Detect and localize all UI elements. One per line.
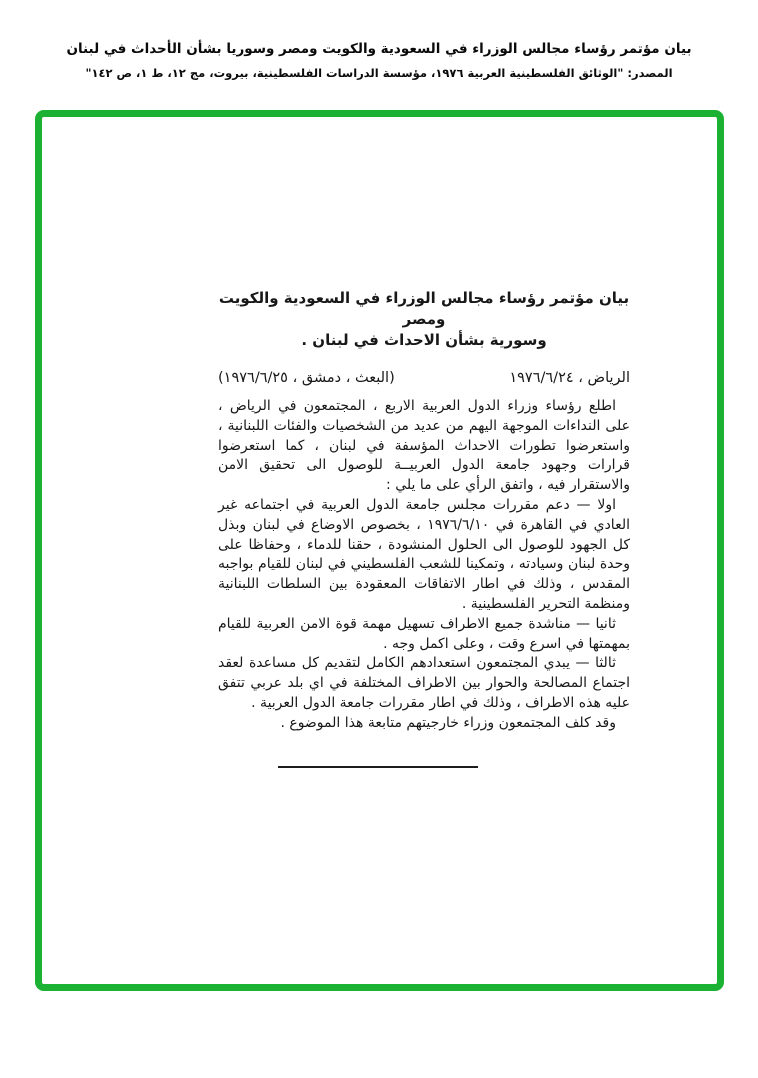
dateline-place-date: الرياض ، ١٩٧٦/٦/٢٤ (509, 370, 630, 386)
document-frame (35, 110, 724, 991)
header-title: بيان مؤتمر رؤساء مجالس الوزراء في السعودية والكويت ومصر وسوريا بشأن الأحداث في لبنان (66, 41, 692, 57)
dateline-source-date: (البعث ، دمشق ، ١٩٧٦/٦/٢٥) (218, 370, 395, 386)
header-source-citation: المصدر: "الوثائق الفلسطينية العربية ١٩٧٦، مؤسسة الدراسات الفلسطينية، بيروت، مج ١٢، ط ١، ص ١٤٢" (85, 66, 673, 80)
closing-rule-divider (278, 766, 478, 768)
paragraph-intro: اطلع رؤساء وزراء الدول العربية الاربع ، المجتمعون في الرياض ، على النداءات الموجهة اليهم من عديد من الشخصيات والفئات اللبنانية ، واستعرضوا تطورات الاحداث المؤسفة في لبنان ، كما استعرضوا قرارات وجهود جامعة الدول العربيــة للوصول الى تحقيق الامن والاستقرار فيه ، واتفق الرأي على ما يلي : (218, 398, 630, 494)
document-title-line1: بيان مؤتمر رؤساء مجالس الوزراء في السعودية والكويت ومصر (218, 289, 630, 328)
document-title (218, 288, 630, 351)
document-title-line2: وسورية بشأن الاحداث في لبنان . (301, 331, 547, 349)
paragraph-third-clause: ثالثا — يبدي المجتمعون استعدادهم الكامل لتقديم كل مساعدة لعقد اجتماع المصالحة والحوار بين الاطراف المختلفة في اي بلد عربي تتفق عليه هذه الاطراف ، وذلك في اطار مقررات جامعة الدول العربية . (218, 655, 630, 711)
paragraph-closing: وقد كلف المجتمعون وزراء خارجيتهم متابعة هذا الموضوع . (280, 714, 616, 731)
paragraph-second-clause: ثانيا — مناشدة جميع الاطراف تسهيل مهمة قوة الامن العربية للقيام بمهمتها في اسرع وقت ، وعلى اكمل وجه . (218, 615, 630, 652)
document-dateline (218, 368, 630, 388)
document-body (218, 397, 630, 734)
document-page (218, 288, 630, 768)
page-header (0, 41, 758, 80)
paragraph-first-clause: اولا — دعم مقررات مجلس جامعة الدول العربية في اجتماعه غير العادي في القاهرة في ١٩٧٦/٦/١٠ ، بخصوص الاوضاع في لبنان وبذل كل الجهود للوصول الى الحلول المنشودة ، حقنا للدماء ، وحفاظا على وحدة لبنان وسيادته ، وتمكينا للشعب الفلسطيني في لبنان للقيام بواجبه المقدس ، وذلك في اطار الاتفاقات المعقودة بين السلطات اللبنانية ومنظمة التحرير الفلسطينية . (218, 496, 630, 612)
